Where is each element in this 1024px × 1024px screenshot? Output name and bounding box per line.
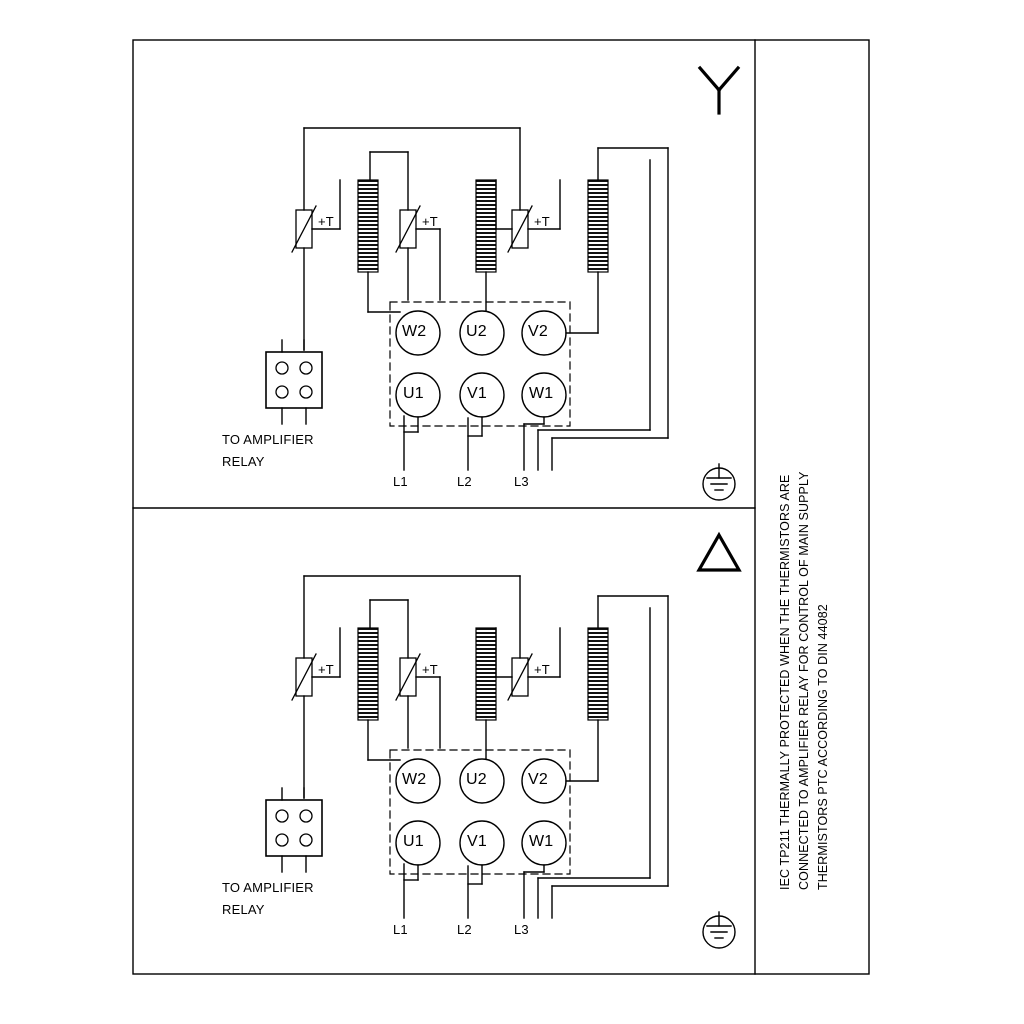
terminal-label-v1-star: V1 [467, 385, 487, 402]
amplifier-label-line1-star: TO AMPLIFIER [222, 432, 314, 447]
motor-coils-delta [358, 628, 608, 720]
terminal-label-w1-delta: W1 [529, 833, 554, 850]
terminal-label-u1-delta: U1 [403, 833, 424, 850]
thermistor-label-2-delta: +T [422, 662, 438, 677]
phase-lines-delta [404, 864, 544, 918]
terminal-label-w2-delta: W2 [402, 771, 427, 788]
amplifier-terminal-block-delta [266, 788, 322, 872]
terminal-label-v2-star: V2 [528, 323, 548, 340]
thermistor-label-3-delta: +T [534, 662, 550, 677]
thermistor-label-3-star: +T [534, 214, 550, 229]
wye-symbol [700, 68, 738, 113]
amplifier-label-line2-delta: RELAY [222, 902, 265, 917]
panel-delta [266, 535, 739, 948]
coil-terminal-wiring-delta [368, 596, 668, 918]
phase-label-l3-delta: L3 [514, 922, 529, 937]
thermistor-label-1-star: +T [318, 214, 334, 229]
thermistor-label-2-star: +T [422, 214, 438, 229]
side-note-line1: IEC TP211 THERMALLY PROTECTED WHEN THE THERMISTORS ARE [778, 474, 792, 890]
earth-symbol-star [703, 464, 735, 500]
phase-label-l2-delta: L2 [457, 922, 472, 937]
terminal-label-w2-star: W2 [402, 323, 427, 340]
terminal-label-u1-star: U1 [403, 385, 424, 402]
terminal-label-u2-delta: U2 [466, 771, 487, 788]
phase-label-l1-delta: L1 [393, 922, 408, 937]
panel-star [266, 68, 738, 500]
phase-label-l1-star: L1 [393, 474, 408, 489]
terminal-label-v1-delta: V1 [467, 833, 487, 850]
motor-coils-star [358, 180, 608, 272]
coil-terminal-wiring-star [368, 148, 668, 470]
phase-lines-star [404, 416, 544, 470]
phase-label-l2-star: L2 [457, 474, 472, 489]
amplifier-label-line2-star: RELAY [222, 454, 265, 469]
amplifier-terminal-block-star [266, 340, 322, 424]
side-note-line2: CONNECTED TO AMPLIFIER RELAY FOR CONTROL OF MAIN SUPPLY [797, 471, 811, 890]
phase-label-l3-star: L3 [514, 474, 529, 489]
terminal-label-w1-star: W1 [529, 385, 554, 402]
amplifier-label-line1-delta: TO AMPLIFIER [222, 880, 314, 895]
terminal-label-u2-star: U2 [466, 323, 487, 340]
delta-symbol [699, 535, 739, 570]
side-note-line3: THERMISTORS PTC ACCORDING TO DIN 44082 [816, 604, 830, 890]
earth-symbol-delta [703, 912, 735, 948]
thermistor-label-1-delta: +T [318, 662, 334, 677]
terminal-label-v2-delta: V2 [528, 771, 548, 788]
